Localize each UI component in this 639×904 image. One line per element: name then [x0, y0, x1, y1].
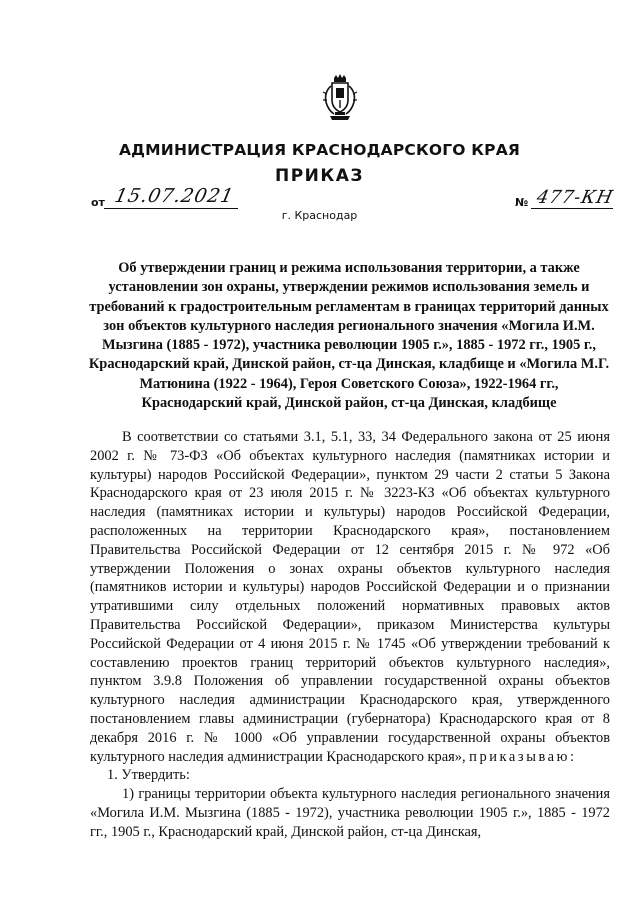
- document-title: Об утверждении границ и режима использования территории, а также установлении зон охраны, утверждении режимов использования земель и требований к градостроительным регламентам в границах территорий данных зон объектов культурного наследия регионального значения «Могила И.М. Мызгина (1885 - 1972), участника революции 1905 г.», 1885 - 1972 гг., 1905 г., Краснодарский край, Динской район, ст-ца Динская, кладбище и «Могила М.Г. Матюнина (1922 - 1964), Героя Советского Союза», 1922-1964 гг., Краснодарский край, Динской район, ст-ца Динская, кладбище: [88, 260, 610, 412]
- coat-of-arms-icon: [322, 74, 358, 122]
- document-type: ПРИКАЗ: [274, 166, 365, 186]
- date-label: от: [91, 196, 105, 209]
- number-label: №: [515, 196, 529, 209]
- organization-name: АДМИНИСТРАЦИЯ КРАСНОДАРСКОГО КРАЯ: [118, 141, 521, 159]
- date-value: 15.07.2021: [112, 185, 237, 207]
- list-item-1-1: 1) границы территории объекта культурного наследия регионального значения «Могила И.М. Мызгина (1885 - 1972), участника революции 1905 г.», 1885 - 1972 гг., 1905 г., Краснодарский край, Динской район, ст-ца Динская,: [90, 786, 610, 840]
- preamble-text: В соответствии со статьями 3.1, 5.1, 33, 34 Федерального закона от 25 июня 2002 г. № 73-ФЗ «Об объектах культурного наследия (памятниках истории и культуры) народов Российской Федерации», пунктом 29 части 2 статьи 5 Закона Краснодарского края от 23 июля 2015 г. № 3223-КЗ «Об объектах культурного наследия (памятниках истории и культуры) народов Российской Федерации, расположенных на территории Краснодарского края», постановлением Правительства Российской Федерации от 12 сентября 2015 г. № 972 «Об утверждении Положения о зонах охраны объектов культурного наследия (памятников истории и культуры) народов Российской Федерации и о признании утратившими силу отдельных положений нормативных правовых актов Правительства Российской Федерации», приказом Министерства культуры Российской Федерации от 4 июня 2015 г. № 1745 «Об утверждении требований к составлению проектов границ территорий объектов культурного наследия», пунктом 3.9.8 Положения об управлении государственной охраны объектов культурного наследия администрации Краснодарского края, утвержденного постановлением главы администрации (губернатора) Краснодарского края от 8 декабря 2016 г. № 1000 «Об управлении государственной охраны объектов культурного наследия администрации Краснодарского края»,: [90, 429, 610, 765]
- city-name: г. Краснодар: [281, 209, 358, 222]
- order-word: приказываю:: [469, 748, 577, 765]
- document-body: [90, 428, 610, 842]
- list-item-1: 1. Утвердить:: [107, 767, 190, 784]
- preamble-paragraph: [90, 428, 610, 766]
- number-value: 477-КН: [534, 187, 616, 208]
